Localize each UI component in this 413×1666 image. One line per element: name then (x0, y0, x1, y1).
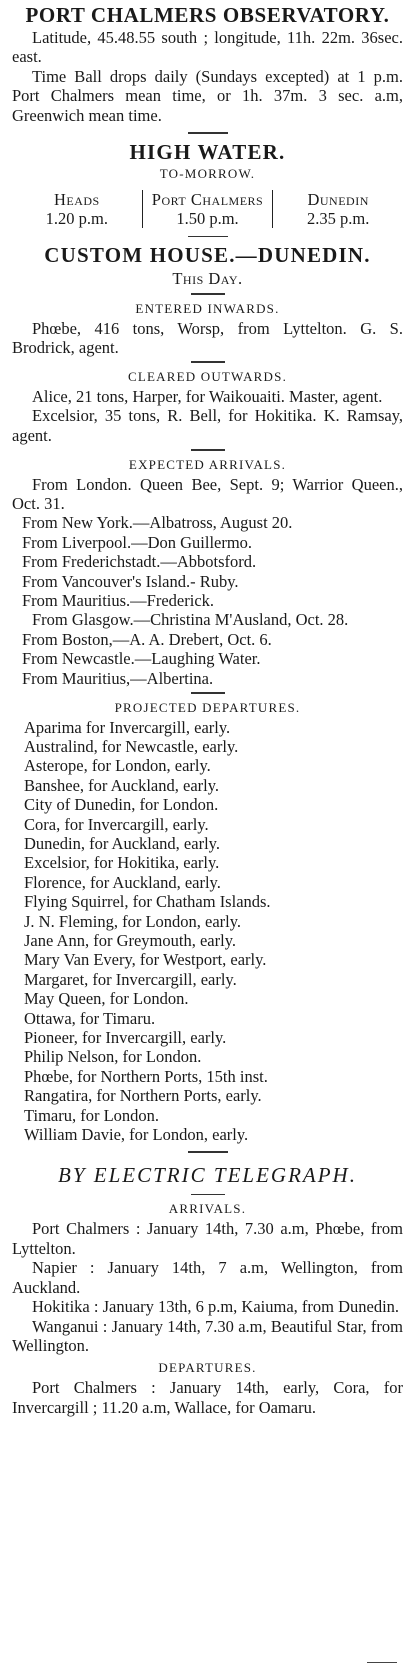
telegraph-departure-entry: Port Chalmers : January 14th, early, Cora, for Invercargill ; 11.20 a.m, Wallace, for Oamaru. (12, 1378, 403, 1417)
list-item: Pioneer, for Invercargill, early. (24, 1028, 227, 1048)
high-water-title: HIGH WATER. (129, 139, 286, 164)
list-item: City of Dunedin, for London. (24, 795, 219, 815)
entered-inwards-heading: ENTERED INWARDS. (135, 300, 280, 316)
list-item: Phœbe, for Northern Ports, 15th inst. (24, 1066, 268, 1086)
section-divider (191, 1194, 225, 1196)
list-item: William Davie, for London, early. (24, 1125, 249, 1145)
list-item: From New York.—Albatross, August 20. (22, 513, 293, 533)
high-water-table (12, 190, 403, 228)
section-divider (191, 293, 225, 295)
list-item: Philip Nelson, for London. (24, 1047, 202, 1067)
list-item: Timaru, for London. (24, 1105, 160, 1125)
high-water-subtitle: TO-MORROW. (159, 165, 256, 181)
tide-location: Port Chalmers (151, 189, 264, 209)
list-item: Dunedin, for Auckland, early. (24, 833, 220, 853)
section-divider (188, 1151, 228, 1153)
telegraph-arrival-entry: Wanganui : January 14th, 7.30 a.m, Beautiful Star, from Wellington. (12, 1316, 403, 1355)
list-item: Margaret, for Invercargill, early. (24, 969, 237, 989)
cleared-outwards-entry: Excelsior, 35 tons, R. Bell, for Hokitika. K. Ramsay, agent. (12, 406, 403, 445)
list-item: Mary Van Every, for Westport, early. (24, 950, 267, 970)
list-item: From Mauritius,—Albertina. (22, 668, 214, 688)
list-item: From Glasgow.—Christina M'Ausland, Oct. 28. (32, 610, 349, 630)
section-divider (188, 236, 228, 238)
section-divider (191, 449, 225, 451)
list-item: Flying Squirrel, for Chatham Islands. (24, 892, 271, 912)
expected-arrivals-heading: EXPECTED ARRIVALS. (128, 456, 287, 472)
expected-arrivals-list (12, 475, 403, 688)
telegraph-arrival-entry: Port Chalmers : January 14th, 7.30 a.m, Phœbe, from Lyttelton. (12, 1219, 403, 1258)
list-item: From Mauritius.—Frederick. (22, 591, 215, 610)
list-item: Asterope, for London, early. (24, 756, 211, 776)
tide-location: Dunedin (307, 189, 369, 209)
list-item: J. N. Fleming, for London, early. (24, 911, 242, 931)
list-item: Australind, for Newcastle, early. (24, 736, 239, 756)
tide-time: 1.20 p.m. (45, 208, 108, 228)
list-item: From Vancouver's Island.- Ruby. (22, 571, 239, 591)
list-item: From Liverpool.—Don Guillermo. (22, 532, 253, 552)
list-item: Aparima for Invercargill, early. (24, 717, 231, 737)
telegraph-departures-heading: DEPARTURES. (158, 1360, 257, 1376)
list-item: From Newcastle.—Laughing Water. (22, 649, 261, 669)
list-item: Ottawa, for Timaru. (24, 1008, 156, 1028)
section-divider (188, 132, 228, 134)
observatory-time-ball: Time Ball drops daily (Sundays excepted) at 1 p.m. Port Chalmers mean time, or 1h. 37m. 3 sec. a.m, Greenwich mean time. (12, 66, 403, 125)
telegraph-arrival-entry: Napier : January 14th, 7 a.m, Wellington, from Auckland. (12, 1258, 403, 1297)
cleared-outwards-heading: CLEARED OUTWARDS. (127, 368, 288, 384)
tide-column-heads (12, 190, 142, 228)
tide-time: 1.50 p.m. (176, 208, 239, 228)
observatory-coordinates: Latitude, 45.48.55 south ; longitude, 11h. 22m. 36sec. east. (12, 28, 403, 67)
telegraph-title: BY ELECTRIC TELEGRAPH. (58, 1162, 357, 1187)
list-item: From Boston,—A. A. Drebert, Oct. 6. (22, 629, 272, 649)
observatory-title: PORT CHALMERS OBSERVATORY. (25, 3, 390, 27)
list-item: May Queen, for London. (24, 989, 189, 1009)
cleared-outwards-entry: Alice, 21 tons, Harper, for Waikouaiti. Master, agent. (32, 386, 383, 406)
entered-inwards-entry: Phœbe, 416 tons, Worsp, from Lyttelton. G. S. Brodrick, agent. (12, 318, 403, 357)
list-item: Banshee, for Auckland, early. (24, 775, 220, 795)
telegraph-arrivals-heading: ARRIVALS. (168, 1201, 247, 1217)
closing-rule (367, 1662, 397, 1663)
custom-house-day: This Day. (172, 269, 243, 289)
list-item: From Frederichstadt.—Abbotsford. (22, 552, 257, 572)
tide-time: 2.35 p.m. (307, 208, 370, 228)
telegraph-arrival-entry: Hokitika : January 13th, 6 p.m, Kaiuma, from Dunedin. (32, 1297, 400, 1317)
section-divider (191, 692, 225, 694)
projected-departures-heading: PROJECTED DEPARTURES. (114, 699, 301, 715)
list-item: Cora, for Invercargill, early. (24, 814, 209, 834)
list-item: Excelsior, for Hokitika, early. (24, 853, 220, 873)
custom-house-title: CUSTOM HOUSE.—DUNEDIN. (44, 243, 371, 268)
tide-location: Heads (53, 189, 100, 209)
list-item: Rangatira, for Northern Ports, early. (24, 1086, 262, 1106)
tide-column-port-chalmers (142, 190, 274, 228)
section-divider (191, 361, 225, 363)
projected-departures-list (12, 718, 403, 1145)
list-item: From London. Queen Bee, Sept. 9; Warrior Queen., Oct. 31. (12, 474, 403, 513)
list-item: Jane Ann, for Greymouth, early. (24, 931, 236, 950)
tide-column-dunedin (273, 190, 403, 228)
list-item: Florence, for Auckland, early. (24, 872, 221, 892)
